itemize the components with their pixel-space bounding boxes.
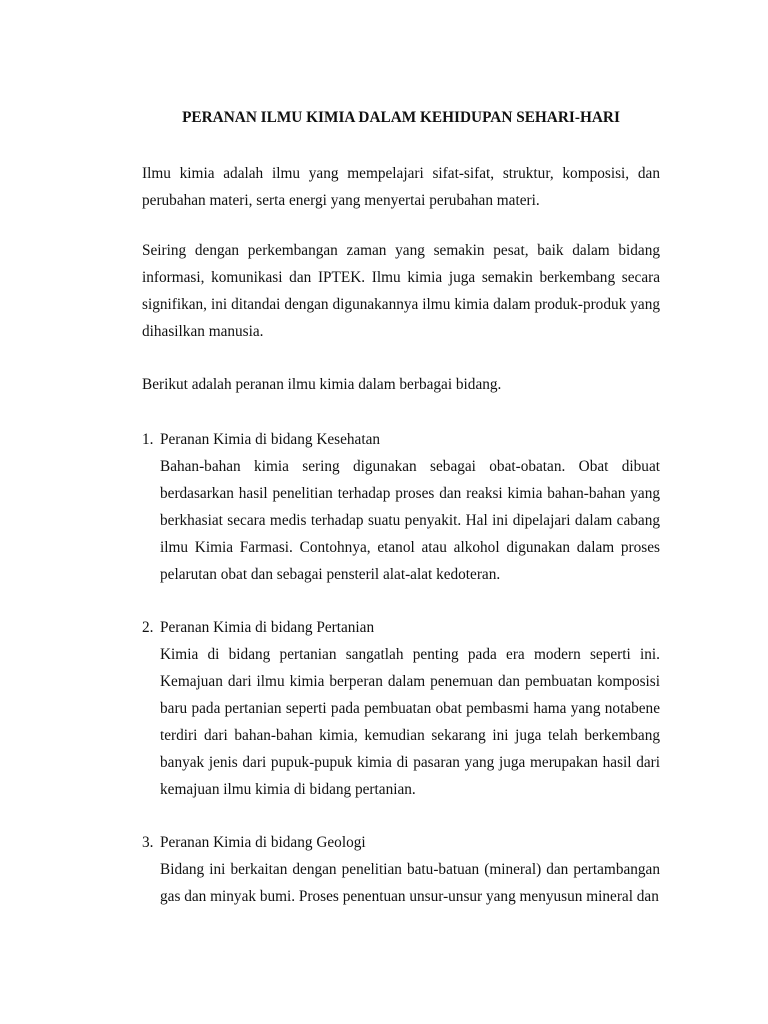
section-body-kesehatan: Bahan-bahan kimia sering digunakan sebagai obat-obatan. Obat dibuat berdasarkan hasil penelitian terhadap proses dan reaksi kimia bahan-bahan yang berkhasiat secara medis terhadap suatu penyakit. Hal ini dipelajari dalam cabang ilmu Kimia Farmasi. Contohnya, etanol atau alkohol digunakan dalam proses pelarutan obat dan sebagai pensteril alat-alat kedoteran. <box>160 458 660 583</box>
section-number: 2. <box>142 619 154 636</box>
section-number: 1. <box>142 431 154 448</box>
section-body-pertanian: Kimia di bidang pertanian sangatlah penting pada era modern seperti ini. Kemajuan dari ilmu kimia berperan dalam penemuan dan pembuatan komposisi baru pada pertanian seperti pada pembuatan obat pembasmi hama yang notabene terdiri dari bahan-bahan kimia, kemudian sekarang ini juga telah berkembang banyak jenis dari pupuk-pupuk kimia di pasaran yang juga merupakan hasil dari kemajuan ilmu kimia di bidang pertanian. <box>160 646 660 798</box>
intro-paragraph-development: Seiring dengan perkembangan zaman yang semakin pesat, baik dalam bidang informasi, komunikasi dan IPTEK. Ilmu kimia juga semakin berkembang secara signifikan, ini ditandai dengan digunakannya ilmu kimia dalam produk-produk yang dihasilkan manusia. <box>142 242 660 340</box>
section-body-geologi: Bidang ini berkaitan dengan penelitian batu-batuan (mineral) dan pertambangan gas dan minyak bumi. Proses penentuan unsur-unsur yang menyusun mineral dan <box>160 861 660 905</box>
intro-paragraph-definition: Ilmu kimia adalah ilmu yang mempelajari sifat-sifat, struktur, komposisi, dan perubahan materi, serta energi yang menyertai perubahan materi. <box>142 165 660 209</box>
section-number: 3. <box>142 834 154 851</box>
section-heading-text: Peranan Kimia di bidang Pertanian <box>160 619 375 636</box>
section-heading-text: Peranan Kimia di bidang Geologi <box>160 834 366 851</box>
section-heading-geologi <box>142 829 660 856</box>
section-heading-pertanian <box>142 614 660 641</box>
document-title: PERANAN ILMU KIMIA DALAM KEHIDUPAN SEHARI-HARI <box>182 109 620 126</box>
section-heading-text: Peranan Kimia di bidang Kesehatan <box>160 431 381 448</box>
section-heading-kesehatan <box>142 426 660 453</box>
intro-paragraph-list-lead: Berikut adalah peranan ilmu kimia dalam berbagai bidang. <box>142 376 502 393</box>
